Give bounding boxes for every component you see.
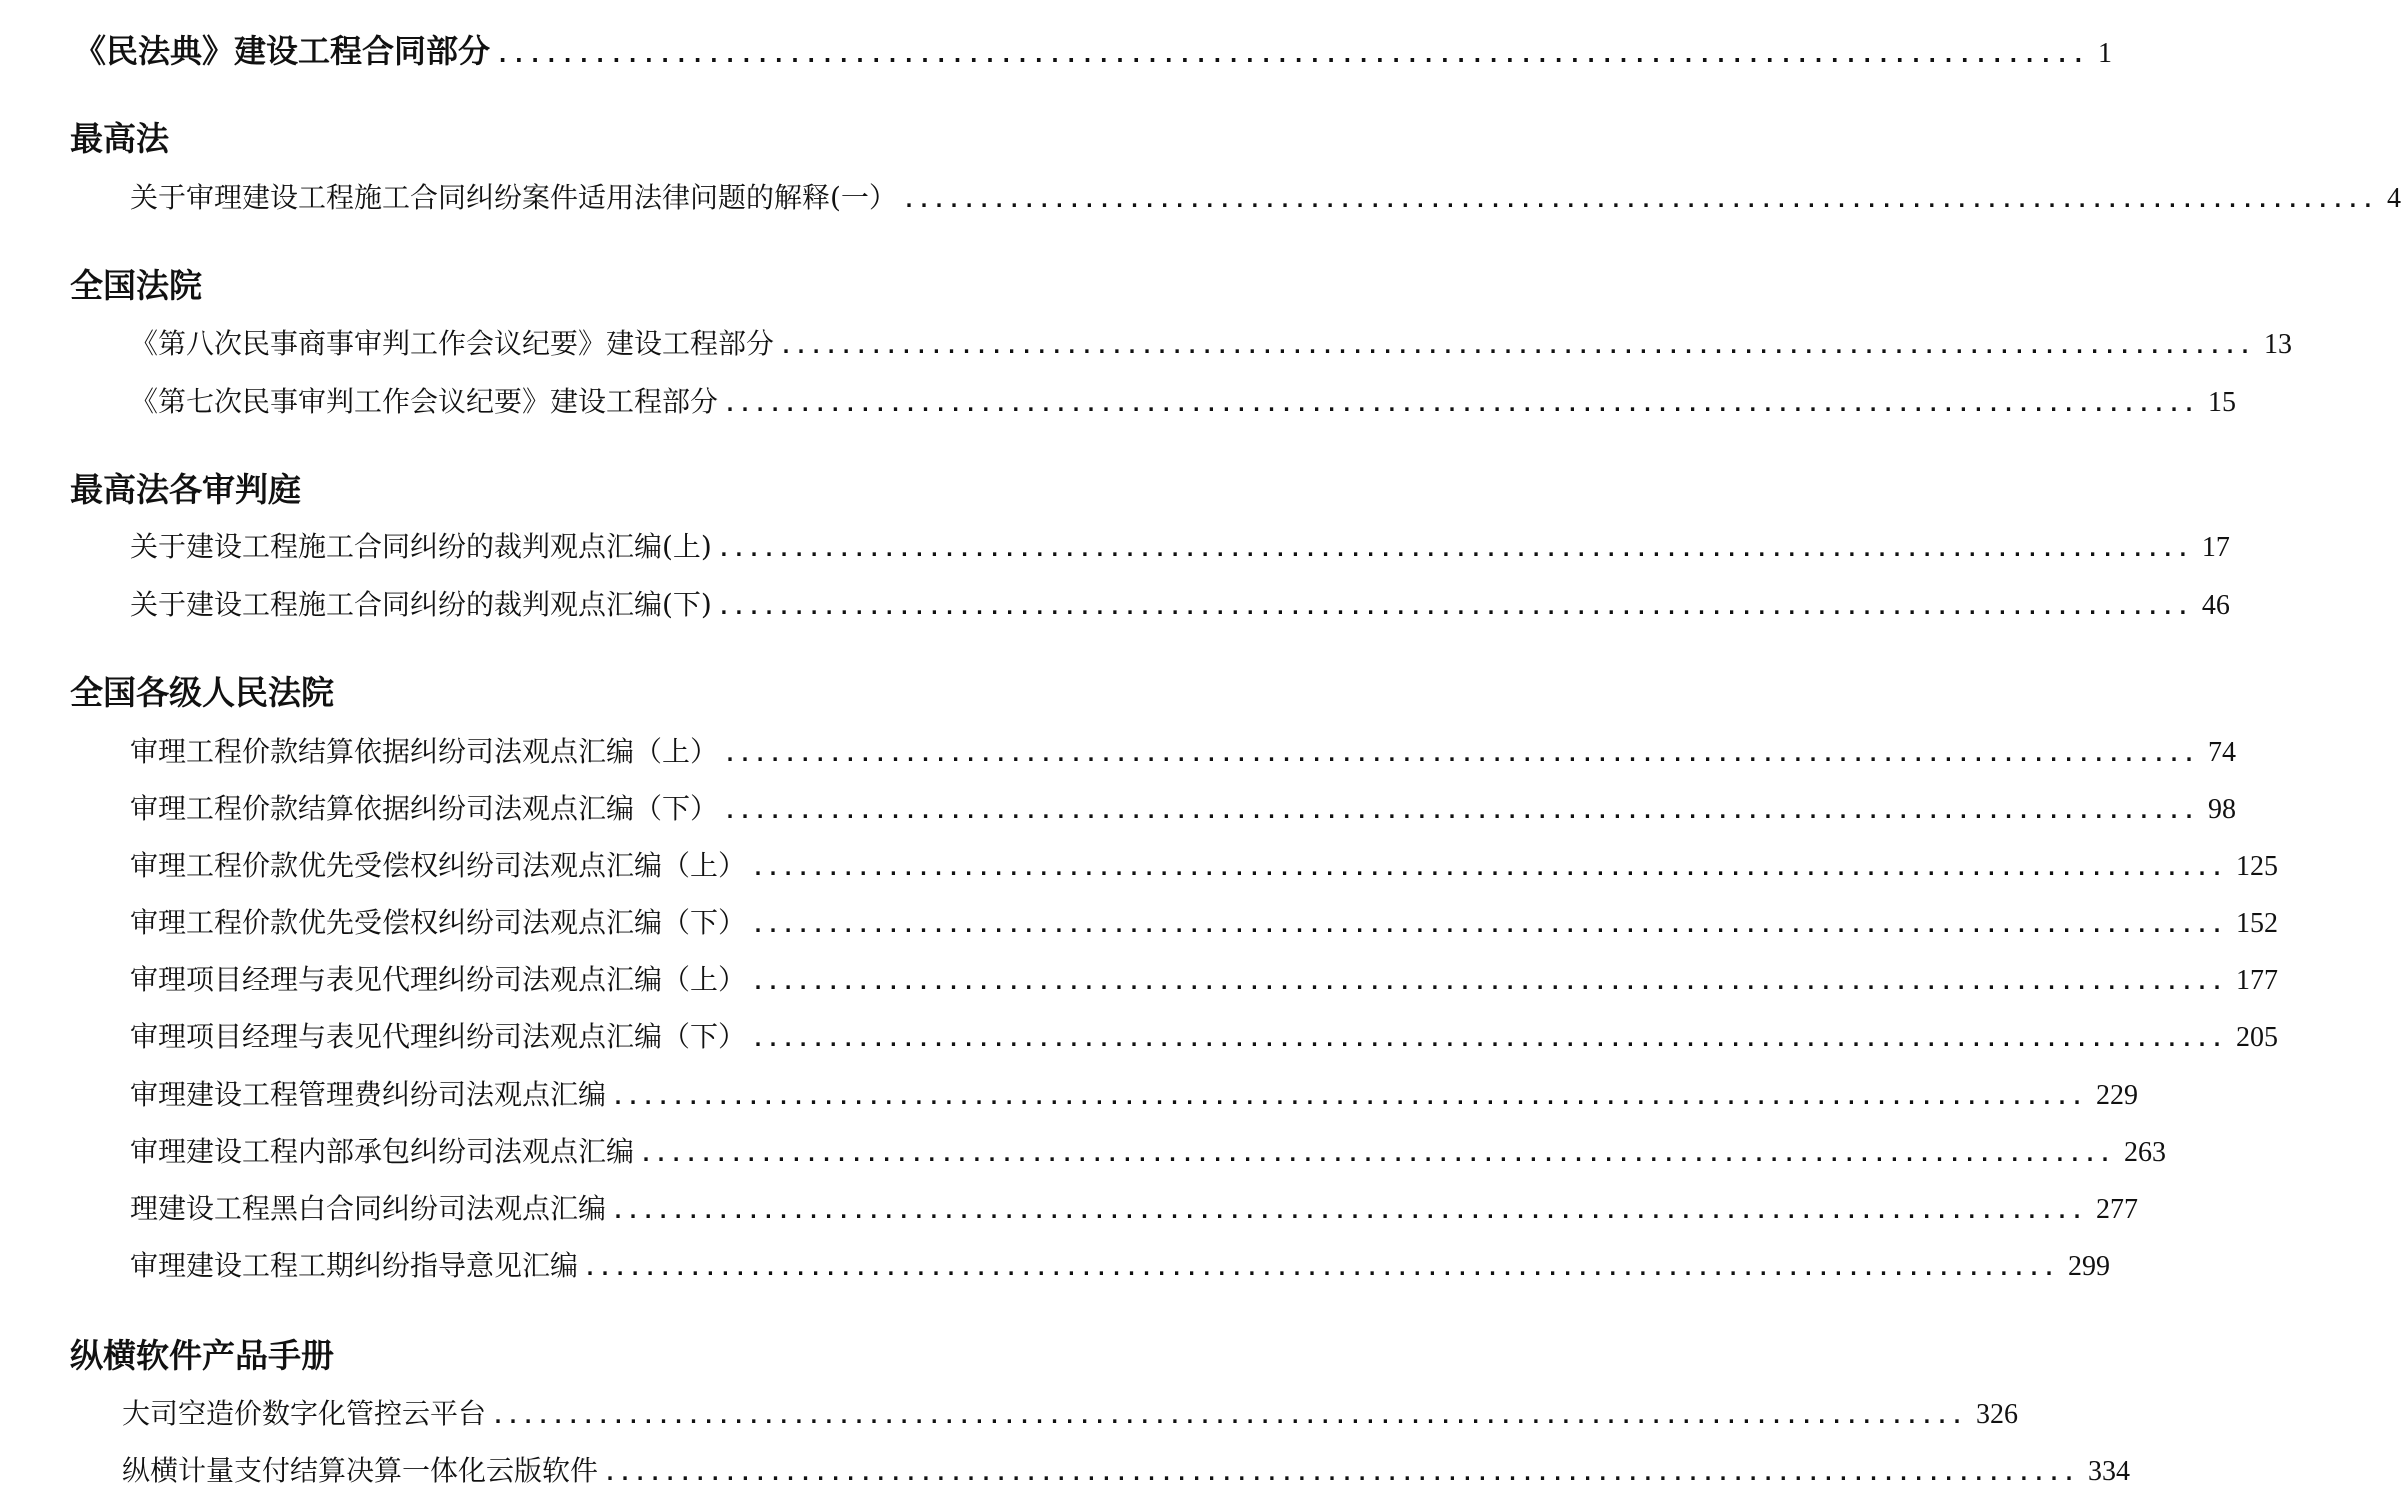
section-heading: 全国法院	[70, 266, 202, 305]
leader-dots: ..................................................................................................	[902, 188, 2377, 212]
leader-dots: ..................................................................................................	[780, 334, 2255, 358]
toc-entry-page: 177	[2236, 965, 2279, 996]
leader-dots: ..................................................................................................	[752, 970, 2227, 994]
leader-dots: ..................................................................................................	[752, 1027, 2227, 1051]
toc-entry-page: 277	[2096, 1194, 2139, 1225]
toc-entry[interactable]	[130, 787, 2237, 827]
section-heading: 纵横软件产品手册	[70, 1336, 334, 1375]
toc-entry-title: 审理工程价款结算依据纠纷司法观点汇编（下）	[130, 792, 719, 825]
toc-entry-title: 纵横计量支付结算决算一体化云版软件	[122, 1454, 599, 1487]
leader-dots: ..................................................................................................	[717, 595, 2192, 619]
toc-entry-title: 理建设工程黑白合同纠纷司法观点汇编	[130, 1192, 607, 1225]
section-heading: 最高法	[70, 119, 169, 158]
section-heading: 全国各级人民法院	[70, 673, 334, 712]
toc-entry-title: 关于审理建设工程施工合同纠纷案件适用法律问题的解释(一）	[130, 181, 897, 214]
section-heading: 最高法各审判庭	[70, 470, 301, 509]
toc-entry-page: 334	[2088, 1456, 2131, 1487]
leader-dots: ..................................................................................................	[584, 1256, 2059, 1280]
toc-entry-page: 205	[2236, 1022, 2279, 1053]
leader-dots: ..................................................................................................	[496, 43, 2089, 68]
toc-entry-title: 审理建设工程管理费纠纷司法观点汇编	[130, 1078, 607, 1111]
toc-entry-page: 17	[2201, 532, 2230, 563]
toc-entry-page: 46	[2201, 590, 2230, 621]
toc-entry[interactable]	[130, 583, 2230, 623]
toc-entry[interactable]	[130, 1187, 2139, 1227]
toc-entry-title: 审理建设工程工期纠纷指导意见汇编	[130, 1249, 579, 1282]
toc-entry[interactable]	[130, 380, 2237, 420]
leader-dots: ..................................................................................................	[492, 1404, 1967, 1428]
toc-entry-page: 4	[2386, 183, 2401, 214]
toc-entry-title: 《第八次民事商事审判工作会议纪要》建设工程部分	[130, 327, 775, 360]
leader-dots: ..................................................................................................	[640, 1142, 2115, 1166]
leader-dots: ..................................................................................................	[717, 537, 2192, 561]
toc-entry[interactable]	[130, 1015, 2279, 1055]
toc-entry-title: 审理项目经理与表见代理纠纷司法观点汇编（下）	[130, 1020, 747, 1053]
toc-entry-title: 《第七次民事审判工作会议纪要》建设工程部分	[130, 385, 719, 418]
toc-entry-title: 关于建设工程施工合同纠纷的裁判观点汇编(上)	[130, 530, 712, 563]
toc-entry[interactable]	[130, 730, 2237, 770]
toc-entry-title: 审理项目经理与表见代理纠纷司法观点汇编（上）	[130, 963, 747, 996]
toc-entry-title: 大司空造价数字化管控云平台	[122, 1397, 487, 1430]
toc-entry[interactable]	[130, 958, 2279, 998]
toc-entry[interactable]	[130, 525, 2230, 565]
toc-entry-page: 13	[2264, 329, 2293, 360]
toc-entry-title: 审理建设工程内部承包纠纷司法观点汇编	[130, 1135, 635, 1168]
leader-dots: ..................................................................................................	[612, 1199, 2087, 1223]
toc-entry[interactable]	[130, 1130, 2167, 1170]
leader-dots: ..................................................................................................	[604, 1461, 2079, 1485]
toc-entry-page: 74	[2208, 737, 2237, 768]
toc-entry-title: 关于建设工程施工合同纠纷的裁判观点汇编(下)	[130, 588, 712, 621]
toc-entry-page: 152	[2236, 908, 2279, 939]
toc-entry-page: 98	[2208, 794, 2237, 825]
toc-entry-title: 审理工程价款结算依据纠纷司法观点汇编（上）	[130, 735, 719, 768]
toc-entry-page: 1	[2098, 38, 2113, 69]
leader-dots: ..................................................................................................	[752, 913, 2227, 937]
toc-entry[interactable]	[130, 1073, 2139, 1113]
toc-entry[interactable]	[130, 844, 2279, 884]
toc-entry-page: 229	[2096, 1080, 2139, 1111]
toc-entry-civil-code[interactable]	[74, 26, 2113, 72]
toc-entry[interactable]	[130, 176, 2401, 216]
leader-dots: ..................................................................................................	[724, 742, 2199, 766]
toc-entry[interactable]	[122, 1392, 2019, 1432]
leader-dots: ..................................................................................................	[612, 1085, 2087, 1109]
toc-entry-title: 审理工程价款优先受偿权纠纷司法观点汇编（上）	[130, 849, 747, 882]
toc-entry[interactable]	[130, 322, 2293, 362]
toc-entry[interactable]	[122, 1449, 2131, 1489]
toc-entry[interactable]	[130, 1244, 2111, 1284]
toc-entry-title: 审理工程价款优先受偿权纠纷司法观点汇编（下）	[130, 906, 747, 939]
toc-entry-page: 326	[1976, 1399, 2019, 1430]
toc-entry[interactable]	[130, 901, 2279, 941]
toc-entry-page: 263	[2124, 1137, 2167, 1168]
toc-entry-page: 15	[2208, 387, 2237, 418]
leader-dots: ..................................................................................................	[724, 799, 2199, 823]
toc-entry-title: 《民法典》建设工程合同部分	[74, 32, 491, 70]
leader-dots: ..................................................................................................	[724, 392, 2199, 416]
leader-dots: ..................................................................................................	[752, 856, 2227, 880]
toc-entry-page: 299	[2068, 1251, 2111, 1282]
toc-entry-page: 125	[2236, 851, 2279, 882]
